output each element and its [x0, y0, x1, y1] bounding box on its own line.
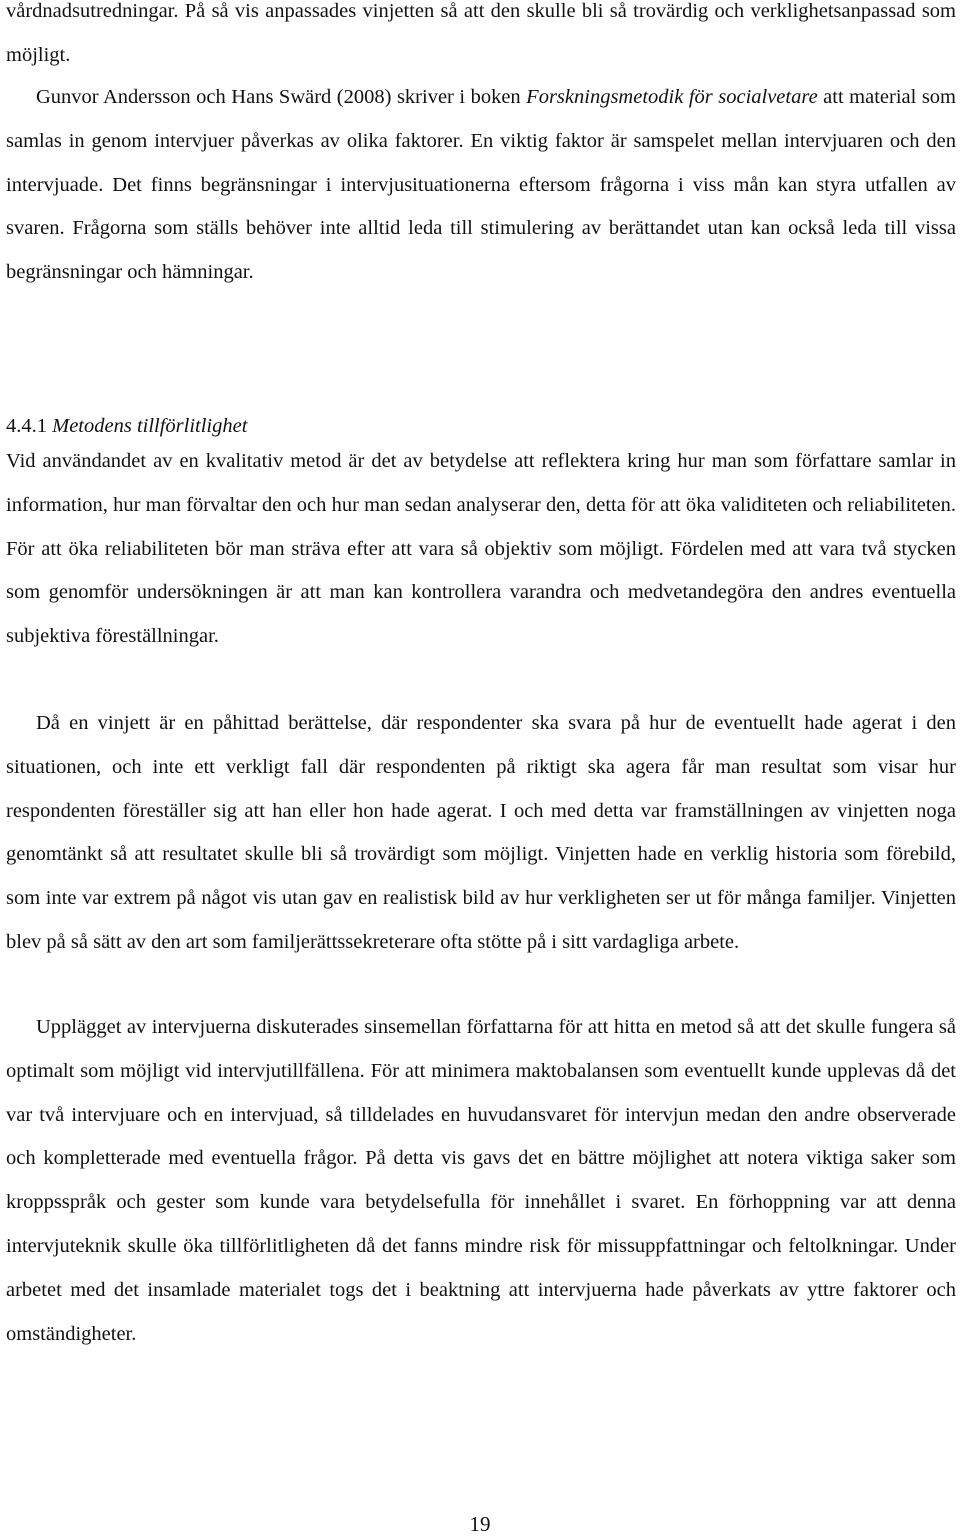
- paragraph-upplagg: Upplägget av intervjuerna diskuterades sinsemellan författarna för att hitta en metod så att det skulle fungera så optimalt som möjligt vid intervjutillfällena. För att minimera maktobalansen som eventuellt kunde upplevas då det var två intervjuare och en intervjuad, så tilldelades en huvudansvaret för intervjun medan den andre observerade och kompletterade med eventuella frågor. På detta vis gavs det en bättre möjlighet att notera viktiga saker som kroppsspråk och gester som kunde vara betydelsefulla för innehållet i svaret. En förhoppning var att denna intervjuteknik skulle öka tillförlitligheten då det fanns mindre risk för missuppfattningar och feltolkningar. Under arbetet med det insamlade materialet togs det i beaktning att intervjuerna hade påverkats av yttre faktorer och omständigheter.: [6, 1016, 956, 1345]
- paragraph-gunvor: [6, 76, 956, 295]
- book-title: Forskningsmetodik för socialvetare: [526, 86, 818, 108]
- section-number: 4.4.1: [6, 415, 47, 437]
- gunvor-text-after: att material som samlas in genom intervjuer påverkas av olika faktorer. En viktig faktor är samspelet mellan intervjuaren och den intervjuade. Det finns begränsningar i intervjusituationerna eftersom frågorna i viss mån kan styra utfallen av svaren. Frågorna som ställs behöver inte alltid leda till stimulering av berättandet utan kan också leda till vissa begränsningar och hämningar.: [6, 86, 956, 284]
- section-title: Metodens tillförlitlighet: [52, 415, 248, 437]
- paragraph-method: Vid användandet av en kvalitativ metod är det av betydelse att reflektera kring hur man som författare samlar in information, hur man förvaltar den och hur man sedan analyserar den, detta för att öka validiteten och reliabiliteten. För att öka reliabiliteten bör man sträva efter att vara så objektiv som möjligt. Fördelen med att vara två stycken som genomför undersökningen är att man kan kontrollera varandra och medvetandegöra den andres eventuella subjektiva föreställningar.: [6, 450, 956, 648]
- paragraph-vinjett: Då en vinjett är en påhittad berättelse, där respondenter ska svara på hur de eventuellt hade agerat i den situationen, och inte ett verkligt fall där respondenten på riktigt ska agera får man resultat som visar hur respondenten föreställer sig att han eller hon hade agerat. I och med detta var framställningen av vinjetten noga genomtänkt så att resultatet skulle bli så trovärdigt som möjligt. Vinjetten hade en verklig historia som förebild, som inte var extrem på något vis utan gav en realistisk bild av hur verkligheten ser ut för många familjer. Vinjetten blev på så sätt av den art som familjerättssekreterare ofta stötte på i sitt vardagliga arbete.: [6, 712, 956, 953]
- page-number: 19: [469, 1512, 491, 1536]
- paragraph-top: vårdnadsutredningar. På så vis anpassades vinjetten så att den skulle bli så trovärdig och verklighetsanpassad som möjligt.: [6, 0, 956, 66]
- section-heading: [6, 414, 247, 438]
- gunvor-text-before: Gunvor Andersson och Hans Swärd (2008) skriver i boken: [36, 86, 527, 108]
